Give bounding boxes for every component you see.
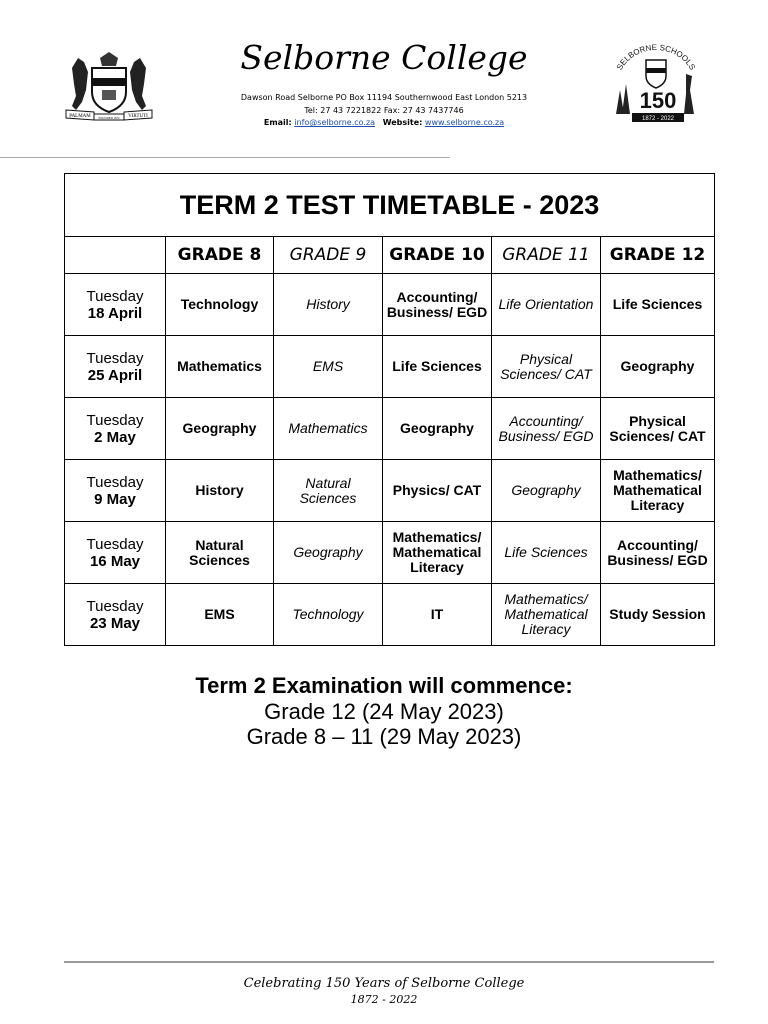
subject-cell: Accounting/ Business/ EGD — [383, 274, 492, 336]
date: 16 May — [89, 552, 141, 570]
email-link[interactable]: info@selborne.co.za — [294, 118, 376, 127]
email-website-line — [0, 118, 768, 127]
date: 9 May — [94, 490, 136, 508]
table-row — [65, 522, 715, 584]
weekday: Tuesday — [86, 535, 144, 553]
subject-cell: History — [274, 274, 383, 336]
date-cell — [65, 522, 166, 584]
crest-motto-left: PALMAM — [69, 114, 91, 119]
grade-header: GRADE 10 — [383, 237, 492, 274]
weekday: Tuesday — [86, 287, 144, 305]
exam-grade8-11-date: Grade 8 – 11 (29 May 2023) — [246, 724, 522, 749]
school-name: Selborne College — [240, 38, 528, 77]
table-row — [65, 460, 715, 522]
date: 23 May — [89, 614, 141, 632]
subject-cell: Accounting/ Business/ EGD — [601, 522, 715, 584]
subject-cell: Life Orientation — [492, 274, 601, 336]
grade-header: GRADE 12 — [601, 237, 715, 274]
date-cell — [65, 584, 166, 646]
table-row — [65, 274, 715, 336]
crest-founded: FOUNDED 1872 — [98, 116, 120, 120]
subject-cell: Study Session — [601, 584, 715, 646]
subject-cell: Mathematics/ Mathematical Literacy — [601, 460, 715, 522]
subject-cell: Geography — [166, 398, 274, 460]
date-cell — [65, 274, 166, 336]
subject-cell: Natural Sciences — [274, 460, 383, 522]
subject-cell: Life Sciences — [601, 274, 715, 336]
subject-cell: Life Sciences — [383, 336, 492, 398]
website-link[interactable]: www.selborne.co.za — [424, 118, 505, 127]
table-row — [65, 336, 715, 398]
grade-header: GRADE 8 — [166, 237, 274, 274]
grade-header-row — [65, 237, 715, 274]
table-row — [65, 398, 715, 460]
footer-years: 1872 - 2022 — [350, 993, 418, 1006]
phone-line: Tel: 27 43 7221822 Fax: 27 43 7437746 — [304, 106, 464, 115]
subject-cell: History — [166, 460, 274, 522]
table-row — [65, 584, 715, 646]
subject-cell: Mathematics — [166, 336, 274, 398]
subject-cell: Mathematics/ Mathematical Literacy — [383, 522, 492, 584]
footer-celebration: Celebrating 150 Years of Selborne College — [243, 976, 525, 991]
date: 2 May — [94, 428, 136, 446]
date: 18 April — [87, 304, 143, 322]
subject-cell: Technology — [166, 274, 274, 336]
date-cell — [65, 460, 166, 522]
subject-cell: Physics/ CAT — [383, 460, 492, 522]
date-cell — [65, 336, 166, 398]
subject-cell: Mathematics — [274, 398, 383, 460]
website-label: Website: — [382, 118, 423, 127]
timetable-title: TERM 2 TEST TIMETABLE - 2023 — [65, 174, 715, 237]
subject-cell: Technology — [274, 584, 383, 646]
anniversary-arc-text: SELBORNE SCHOOLS — [614, 44, 698, 72]
subject-cell: Geography — [274, 522, 383, 584]
exam-heading: Term 2 Examination will commence: — [195, 673, 573, 698]
subject-cell: Accounting/ Business/ EGD — [492, 398, 601, 460]
weekday: Tuesday — [86, 411, 144, 429]
subject-cell: Geography — [601, 336, 715, 398]
subject-cell: EMS — [166, 584, 274, 646]
subject-cell: Natural Sciences — [166, 522, 274, 584]
subject-cell: Geography — [492, 460, 601, 522]
header-divider — [0, 157, 450, 158]
grade-header: GRADE 11 — [492, 237, 601, 274]
date-cell — [65, 398, 166, 460]
subject-cell: Geography — [383, 398, 492, 460]
test-timetable — [64, 173, 715, 646]
email-label: Email: — [263, 118, 292, 127]
weekday: Tuesday — [86, 473, 144, 491]
subject-cell: EMS — [274, 336, 383, 398]
header-empty-cell — [65, 237, 166, 274]
weekday: Tuesday — [86, 349, 144, 367]
weekday: Tuesday — [86, 597, 144, 615]
subject-cell: IT — [383, 584, 492, 646]
anniversary-years: 1872 - 2022 — [641, 116, 675, 122]
crest-motto-right: VIRTUTI — [128, 114, 148, 119]
subject-cell: Physical Sciences/ CAT — [492, 336, 601, 398]
date: 25 April — [87, 366, 143, 384]
address-line: Dawson Road Selborne PO Box 11194 Southernwood East London 5213 — [240, 93, 528, 102]
exam-grade12-date: Grade 12 (24 May 2023) — [264, 699, 504, 724]
subject-cell: Physical Sciences/ CAT — [601, 398, 715, 460]
subject-cell: Life Sciences — [492, 522, 601, 584]
footer-divider — [64, 961, 714, 963]
anniversary-number: 150 — [639, 88, 677, 113]
subject-cell: Mathematics/ Mathematical Literacy — [492, 584, 601, 646]
grade-header: GRADE 9 — [274, 237, 383, 274]
